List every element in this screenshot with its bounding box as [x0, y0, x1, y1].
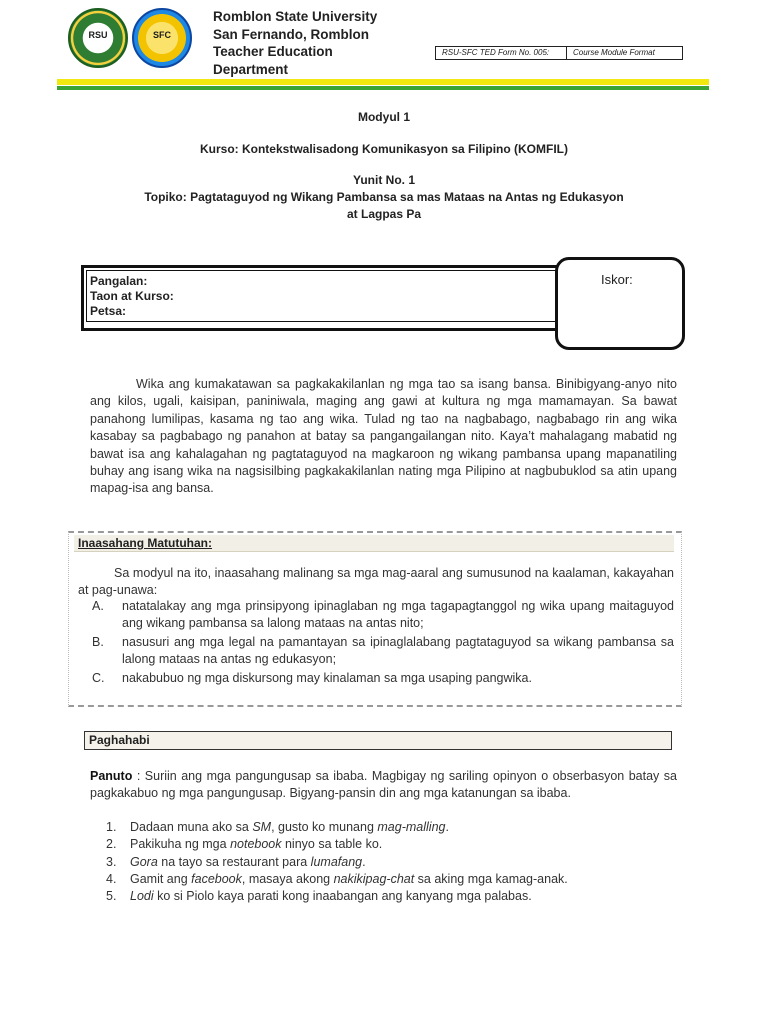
sentence-segment: . [445, 820, 449, 834]
sentence-text [130, 836, 382, 853]
list-number: 2. [106, 837, 117, 852]
name-label: Pangalan: [90, 274, 148, 288]
sentence-segment: Gamit ang [130, 871, 192, 886]
topic-line: at Lagpas Pa [346, 207, 422, 221]
sentence-text [130, 888, 532, 905]
objectives-list [92, 598, 674, 688]
sentence-segment: ko si Piolo kaya parati kong inaabangan ang kanyang mga palabas. [153, 889, 532, 904]
italic-term: mag-malling [377, 820, 446, 834]
sentence-segment: Pakikuha ng mga [130, 837, 231, 852]
ted-seal-logo [132, 8, 192, 68]
course-title: Kurso: Kontekstwalisadong Komunikasyon sa Filipino (KOMFIL) [199, 142, 569, 156]
score-label: Iskor: [601, 272, 633, 287]
list-letter: C. [92, 670, 105, 685]
list-item [92, 670, 674, 687]
form-number: RSU-SFC TED Form No. 005: [436, 47, 567, 59]
list-number: 4. [106, 871, 117, 886]
sentence-segment: sa aking mga kamag-anak. [414, 871, 568, 886]
list-item [92, 634, 674, 669]
sentence-segment: na tayo sa restaurant para [157, 854, 311, 869]
list-letter: A. [92, 599, 104, 613]
list-number: 5. [106, 889, 117, 904]
list-item [106, 888, 676, 905]
instructions-text: : Suriin ang mga pangungusap sa ibaba. Magbigay ng sariling opinyon o obserbasyon batay sa pagkakabuo ng mga pangungusap. Bigyang-pansin din ang mga katanungan sa ibaba. [90, 769, 677, 800]
italic-term: facebook [191, 871, 242, 886]
objectives-heading: Inaasahang Matutuhan: [78, 536, 213, 550]
sentence-list [106, 819, 676, 905]
list-text: nasusuri ang mga legal na pamantayan sa ipinaglalabang pagtataguyod sa wikang pambansa sa lalong mataas na antas ng edukasyon; [122, 634, 674, 667]
logo-label: SFC [153, 30, 171, 40]
list-number: 3. [106, 854, 117, 869]
institution-line: Teacher Education [213, 44, 333, 59]
italic-term: Lodi [130, 889, 154, 904]
list-text: natatalakay ang mga prinsipyong ipinaglaban ng mga tagapagtanggol ng wika upang maitaguyod ang wikang pambansa sa lalong mataas na antas nito; [122, 599, 674, 631]
institution-line: Department [213, 61, 289, 77]
date-label: Petsa: [90, 304, 127, 318]
paghahabi-heading-bar [84, 731, 672, 750]
sentence-text [130, 871, 568, 888]
objectives-heading-bar [74, 535, 674, 552]
instructions [90, 768, 677, 802]
italic-term: nakikipag-chat [333, 871, 415, 886]
institution-line: Romblon State University [213, 9, 378, 24]
list-letter: B. [92, 634, 104, 649]
sentence-segment: . [362, 854, 366, 869]
logo-label: RSU [88, 30, 108, 40]
header-divider-yellow [57, 79, 709, 85]
italic-term: SM [252, 820, 272, 834]
sentence-segment: , gusto ko munang [271, 820, 378, 834]
list-text: nakabubuo ng mga diskursong may kinalaman sa mga usaping pangwika. [122, 670, 532, 685]
institution-line: San Fernando, Romblon [213, 26, 370, 42]
sentence-segment: ninyo sa table ko. [281, 837, 383, 852]
year-course-label: Taon at Kurso: [90, 289, 174, 303]
list-number: 1. [106, 820, 117, 834]
list-item [106, 871, 676, 888]
form-number-box [435, 46, 683, 60]
objectives-intro [78, 565, 674, 599]
sentence-segment: , masaya akong [241, 871, 334, 886]
sentence-text [130, 854, 366, 871]
intro-paragraph-text: Wika ang kumakatawan sa pagkakakilanlan ng mga tao sa isang bansa. Binibigyang-anyo nito ang kilos, ugali, kaisipan, paniniwala, maging ang gawi at kultura ng mga mamamayan. Sa bawat panahong lumilipas, kasama ng tao ang wika. Tulad ng tao na nagbabago, nagbabago rin ang wika kasabay sa pagbabago ng panahon at batay sa pangangailangan nito. Kaya’t mahalagang mabatid ng bawat isa ang kahalagahan ng pagtataguyod na magkaroon ng wikang pambansa upang mapanatiling buhay ang isang wika na nagsisilbing pagkakakilanlan nating mga Pilipino at nagbubuklod sa atin upang mapag-isa ang bansa. [90, 377, 677, 496]
paghahabi-heading: Paghahabi [89, 733, 150, 747]
list-item [106, 854, 676, 871]
header-divider-green [57, 86, 709, 90]
rsu-seal-logo [68, 8, 128, 68]
score-box [555, 257, 685, 350]
module-title: Modyul 1 [357, 110, 410, 124]
instructions-label: Panuto [90, 769, 133, 783]
institution-name [213, 8, 377, 78]
topic-line: Topiko: Pagtataguyod ng Wikang Pambansa sa mas Mataas na Antas ng Edukasyon [144, 190, 624, 204]
list-item [106, 819, 676, 836]
list-item [106, 836, 676, 853]
sentence-segment: Dadaan muna ako sa [130, 820, 253, 834]
objectives-intro-text: Sa modyul na ito, inaasahang malinang sa mga mag-aaral ang sumusunod na kaalaman, kakayahan at pag-unawa: [78, 566, 674, 597]
intro-paragraph [90, 376, 677, 498]
italic-term: Gora [130, 854, 158, 869]
italic-term: notebook [230, 837, 282, 852]
sentence-text [130, 819, 449, 836]
list-item [92, 598, 674, 633]
unit-number: Yunit No. 1 [352, 173, 415, 187]
italic-term: lumafang [310, 854, 363, 869]
form-title: Course Module Format [573, 48, 655, 57]
